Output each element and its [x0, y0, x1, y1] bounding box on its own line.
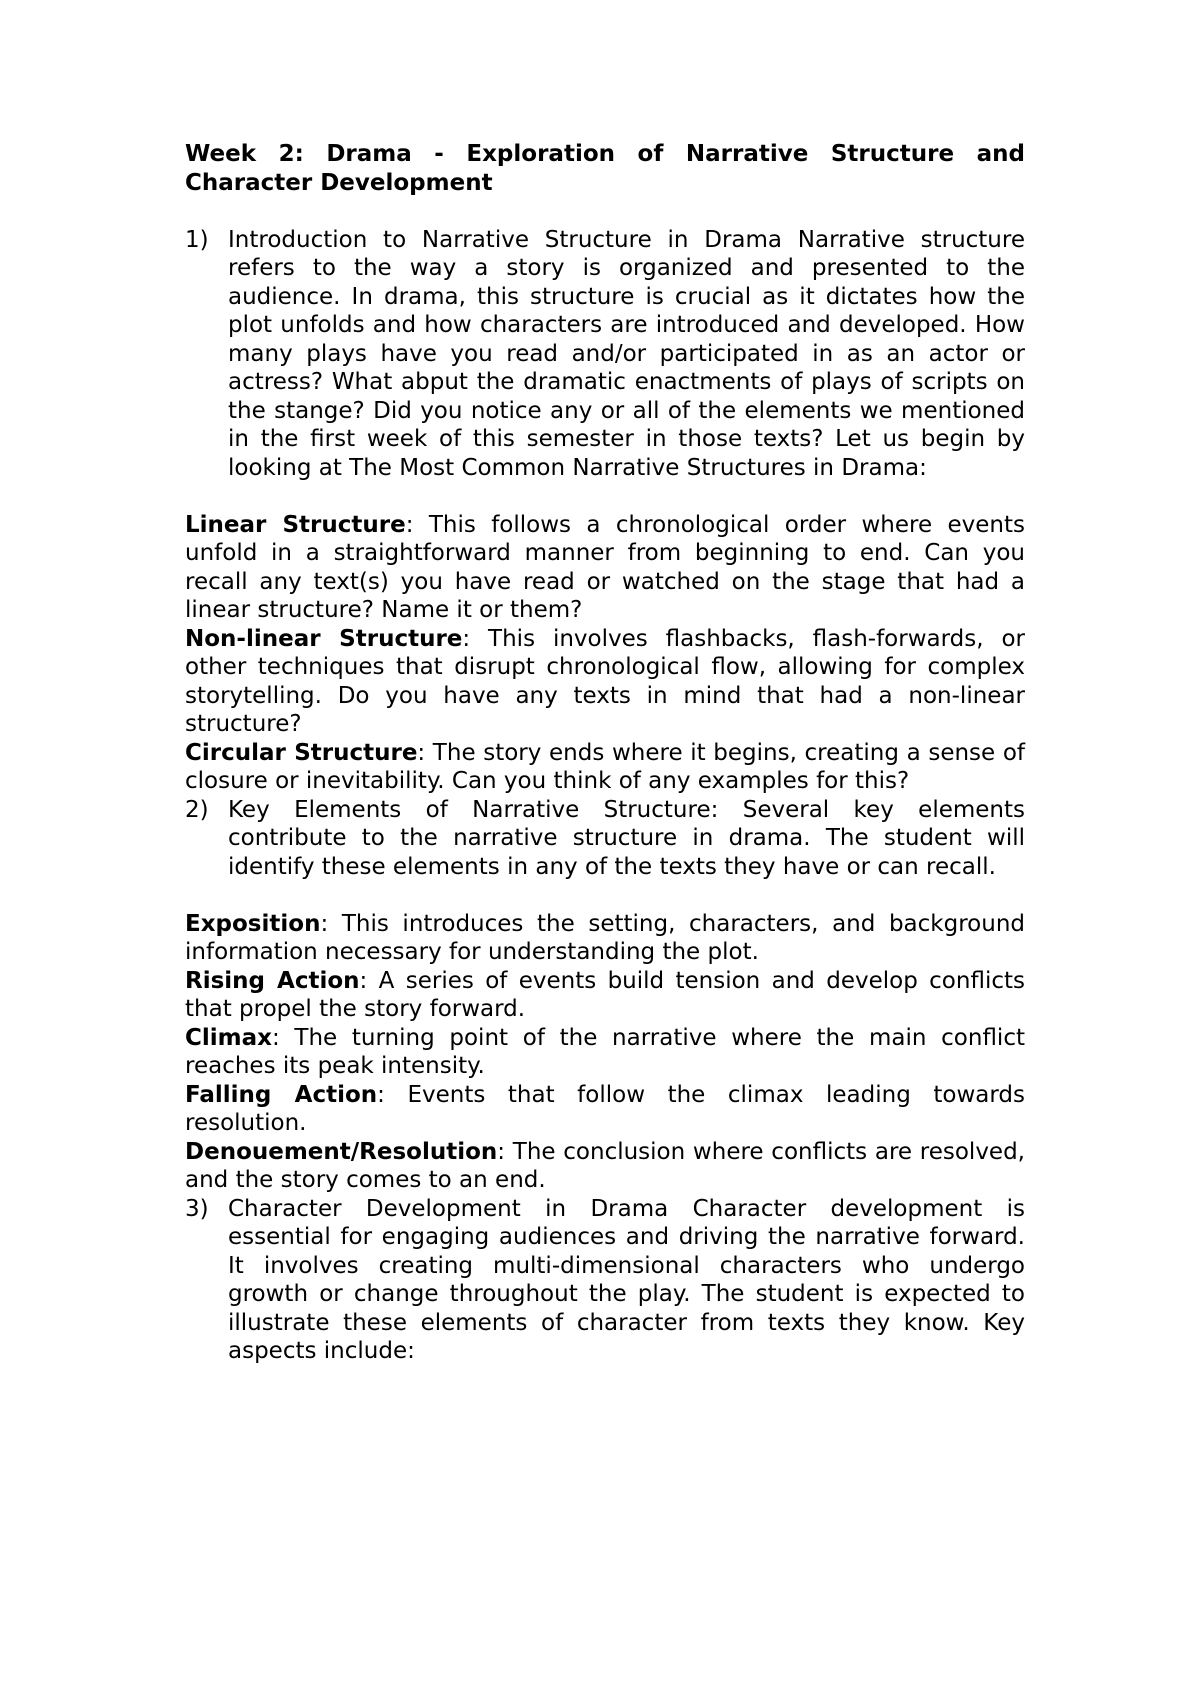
term-description: : A series of events build tension and develop conflicts that propel the story forward.: [185, 967, 1025, 1022]
section-1-text: Introduction to Narrative Structure in Drama Narrative structure refers to the way a story is organized and presented to the audience. In drama, this structure is crucial as it dictates how the plot unfolds and how characters are introduced and developed. How many plays have you read and/or participated in as an actor or actress? What abput the dramatic enactments of plays of scripts on the stange? Did you notice any or all of the elements we mentioned in the first week of this semester in those texts? Let us begin by looking at The Most Common Narrative Structures in Drama:: [228, 226, 1025, 481]
term-description: : The conclusion where conflicts are resolved, and the story comes to an end.: [185, 1138, 1025, 1193]
section-2: [185, 796, 1025, 882]
term-label: Denouement/Resolution: [185, 1138, 498, 1165]
section-3-text: Character Development in Drama Character development is essential for engaging audiences and driving the narrative forward. It involves creating multi-dimensional characters who undergo growth or change throughout the play. The student is expected to illustrate these elements of character from texts they know. Key aspects include:: [228, 1195, 1025, 1364]
term-label: Falling Action: [185, 1081, 378, 1108]
section-3: [185, 1195, 1025, 1366]
structure-non-linear: [185, 625, 1025, 739]
term-label: Rising Action: [185, 967, 360, 994]
element-denouement: [185, 1138, 1025, 1195]
term-label: Climax: [185, 1024, 272, 1051]
section-3-number: 3): [185, 1195, 209, 1222]
spacer: [185, 197, 1025, 226]
section-2-text: Key Elements of Narrative Structure: Several key elements contribute to the narrative structure in drama. The student will identify these elements in any of the texts they have or can recall.: [228, 796, 1025, 880]
term-description: : This introduces the setting, characters, and background information necessary for understanding the plot.: [185, 910, 1025, 965]
element-falling-action: [185, 1081, 1025, 1138]
document-title: Week 2: Drama - Exploration of Narrative Structure and Character Development: [185, 141, 1025, 196]
structure-circular: [185, 739, 1025, 796]
term-description: : The story ends where it begins, creating a sense of closure or inevitability. Can you think of any examples for this?: [185, 739, 1025, 794]
section-1-number: 1): [185, 226, 209, 253]
spacer: [185, 881, 1025, 910]
term-label: Circular Structure: [185, 739, 418, 766]
term-description: : This involves flashbacks, flash-forwards, or other techniques that disrupt chronological flow, allowing for complex storytelling. Do you have any texts in mind that had a non-linear structure?: [185, 625, 1025, 737]
term-label: Non-linear Structure: [185, 625, 463, 652]
term-description: : Events that follow the climax leading towards resolution.: [185, 1081, 1025, 1136]
term-description: : The turning point of the narrative where the main conflict reaches its peak intensity.: [185, 1024, 1025, 1079]
element-exposition: [185, 910, 1025, 967]
structure-linear: [185, 511, 1025, 625]
section-1: [185, 226, 1025, 483]
term-label: Linear Structure: [185, 511, 406, 538]
term-label: Exposition: [185, 910, 321, 937]
element-climax: [185, 1024, 1025, 1081]
spacer: [185, 482, 1025, 511]
element-rising-action: [185, 967, 1025, 1024]
section-2-number: 2): [185, 796, 209, 823]
document-page: [185, 140, 1025, 1366]
term-description: : This follows a chronological order where events unfold in a straightforward manner from beginning to end. Can you recall any text(s) you have read or watched on the stage that had a linear structure? Name it or them?: [185, 511, 1025, 623]
